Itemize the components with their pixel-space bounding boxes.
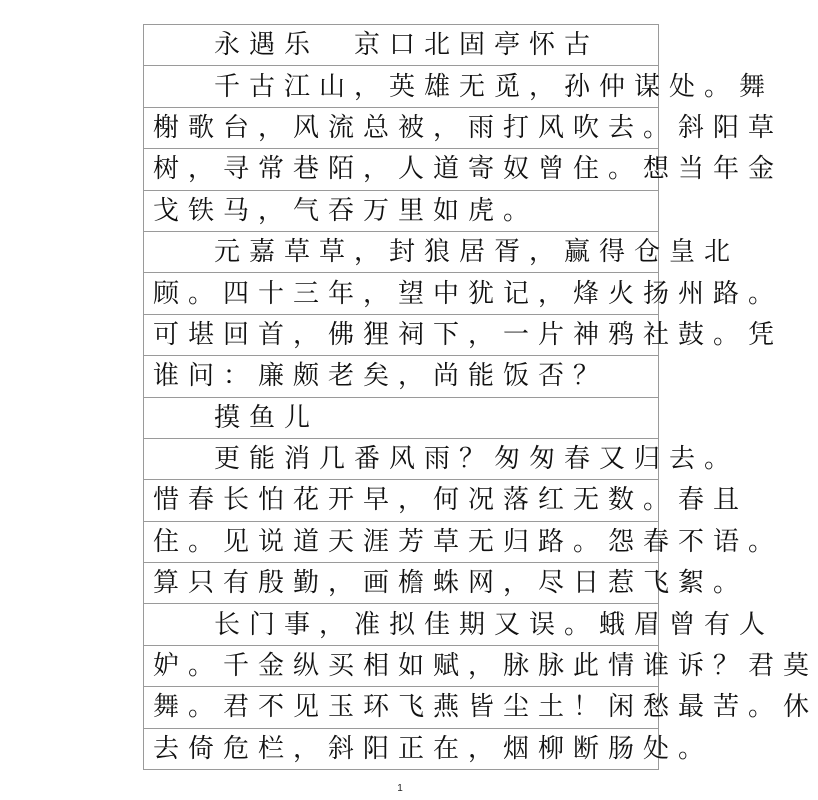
text-line-row: 榭歌台，风流总被，雨打风吹去。斜阳草: [144, 108, 658, 149]
text-line-row: 元嘉草草，封狼居胥，赢得仓皇北: [144, 232, 658, 273]
text-line-row: 住。见说道天涯芳草无归路。怨春不语。: [144, 522, 658, 563]
text-line-row: 更能消几番风雨？匆匆春又归去。: [144, 439, 658, 480]
text-line-row: 千古江山，英雄无觅，孙仲谋处。舞: [144, 66, 658, 107]
text-line-row: 长门事，准拟佳期又误。蛾眉曾有人: [144, 604, 658, 645]
poem-title-row: 永遇乐 京口北固亭怀古: [144, 25, 658, 66]
text-line-row: 戈铁马，气吞万里如虎。: [144, 191, 658, 232]
text-line-row: 妒。千金纵买相如赋，脉脉此情谁诉？君莫: [144, 646, 658, 687]
poem-title-row: 摸鱼儿: [144, 398, 658, 439]
text-line-row: 顾。四十三年，望中犹记，烽火扬州路。: [144, 273, 658, 314]
text-line-row: 算只有殷勤，画檐蛛网，尽日惹飞絮。: [144, 563, 658, 604]
text-line-row: 惜春长怕花开早，何况落红无数。春且: [144, 480, 658, 521]
text-line-row: 谁问：廉颇老矣，尚能饭否？: [144, 356, 658, 397]
text-line-row: 舞。君不见玉环飞燕皆尘土！闲愁最苦。休: [144, 687, 658, 728]
ruled-copybook-sheet: [143, 24, 818, 770]
text-line-row: 树，寻常巷陌，人道寄奴曾住。想当年金: [144, 149, 658, 190]
text-line-row: 去倚危栏，斜阳正在，烟柳断肠处。: [144, 729, 658, 770]
text-line-row: 可堪回首，佛狸祠下，一片神鸦社鼓。凭: [144, 315, 658, 356]
page-number: 1: [397, 783, 403, 794]
